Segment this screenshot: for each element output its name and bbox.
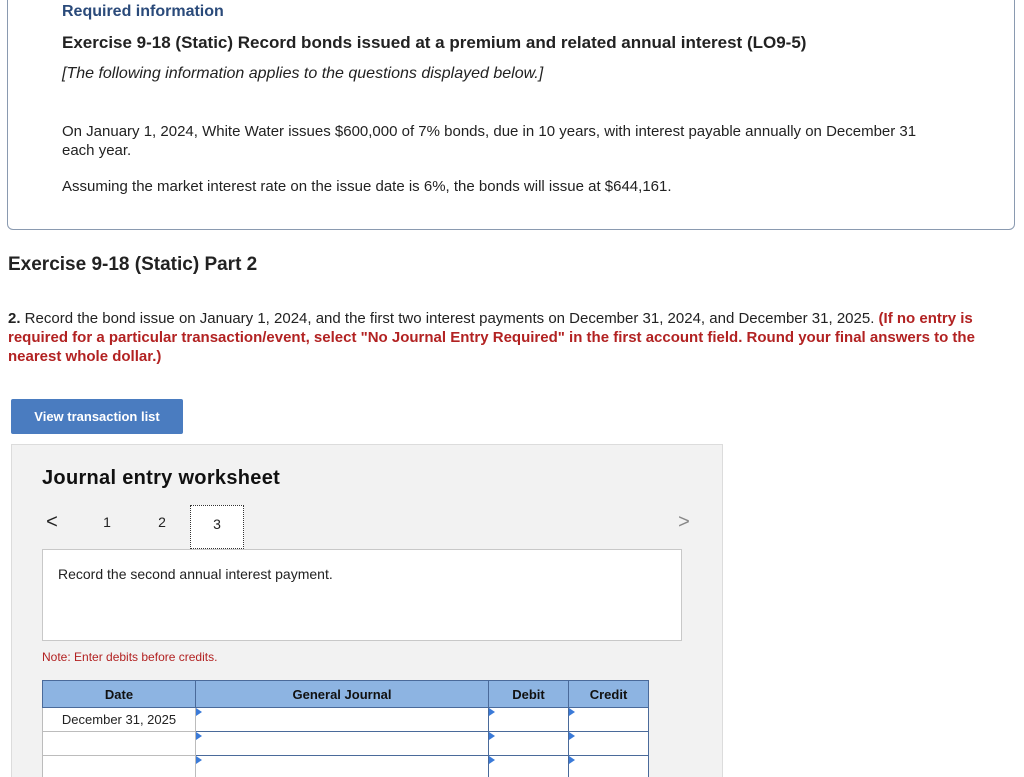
- cell-marker-icon: [196, 756, 202, 764]
- cell-marker-icon: [569, 732, 575, 740]
- required-information-panel: [7, 0, 1015, 230]
- transaction-prompt: Record the second annual interest payment.: [58, 566, 333, 582]
- credit-column-header: Credit: [569, 681, 649, 708]
- cell-marker-icon: [569, 756, 575, 764]
- date-cell: [43, 732, 196, 756]
- cell-marker-icon: [569, 708, 575, 716]
- credit-input[interactable]: [569, 708, 649, 732]
- debits-credits-note: Note: Enter debits before credits.: [42, 650, 218, 664]
- question-body: Record the bond issue on January 1, 2024, and the first two interest payments on December 31, 2024, and December 31, 2025.: [20, 310, 879, 327]
- cell-marker-icon: [489, 708, 495, 716]
- debit-input[interactable]: [489, 708, 569, 732]
- worksheet-page-2[interactable]: 2: [158, 514, 166, 530]
- credit-input[interactable]: [569, 756, 649, 777]
- question-text: [8, 309, 1008, 366]
- account-input[interactable]: [196, 756, 489, 777]
- account-input[interactable]: [196, 708, 489, 732]
- worksheet-page-3[interactable]: 3: [190, 505, 244, 549]
- applies-note: [The following information applies to the questions displayed below.]: [62, 65, 544, 82]
- journal-table: [42, 680, 649, 777]
- cell-marker-icon: [196, 732, 202, 740]
- table-row: [43, 732, 649, 756]
- worksheet-title: Journal entry worksheet: [42, 467, 281, 489]
- problem-paragraph-1: On January 1, 2024, White Water issues $600,000 of 7% bonds, due in 10 years, with interest payable annually on December 31 each year.: [62, 123, 917, 159]
- date-cell: December 31, 2025: [43, 708, 196, 732]
- date-cell: [43, 756, 196, 777]
- part-title: Exercise 9-18 (Static) Part 2: [8, 254, 258, 275]
- cell-marker-icon: [489, 732, 495, 740]
- journal-header-row: [43, 681, 649, 708]
- next-page-chevron-icon[interactable]: >: [678, 511, 690, 533]
- cell-marker-icon: [489, 756, 495, 764]
- debit-input[interactable]: [489, 732, 569, 756]
- date-column-header: Date: [43, 681, 196, 708]
- prev-page-chevron-icon[interactable]: <: [46, 511, 58, 533]
- debit-input[interactable]: [489, 756, 569, 777]
- debit-column-header: Debit: [489, 681, 569, 708]
- problem-paragraph-2: Assuming the market interest rate on the issue date is 6%, the bonds will issue at $644,161.: [62, 178, 672, 195]
- exercise-title: Exercise 9-18 (Static) Record bonds issued at a premium and related annual interest (LO9-5): [62, 33, 807, 52]
- journal-entry-worksheet: [11, 444, 723, 777]
- question-instruction: (If no entry is required for a particular transaction/event, select "No Journal Entry Required" in the first account field. Round your final answers to the nearest whole dollar.): [8, 310, 975, 365]
- view-transaction-list-button[interactable]: View transaction list: [11, 399, 183, 434]
- credit-input[interactable]: [569, 732, 649, 756]
- table-row: [43, 756, 649, 777]
- question-number: 2.: [8, 310, 21, 327]
- required-info-title: Required information: [62, 3, 224, 20]
- cell-marker-icon: [196, 708, 202, 716]
- worksheet-page-1[interactable]: 1: [103, 514, 111, 530]
- general-journal-column-header: General Journal: [196, 681, 489, 708]
- account-input[interactable]: [196, 732, 489, 756]
- table-row: [43, 708, 649, 732]
- transaction-prompt-box: [42, 549, 682, 641]
